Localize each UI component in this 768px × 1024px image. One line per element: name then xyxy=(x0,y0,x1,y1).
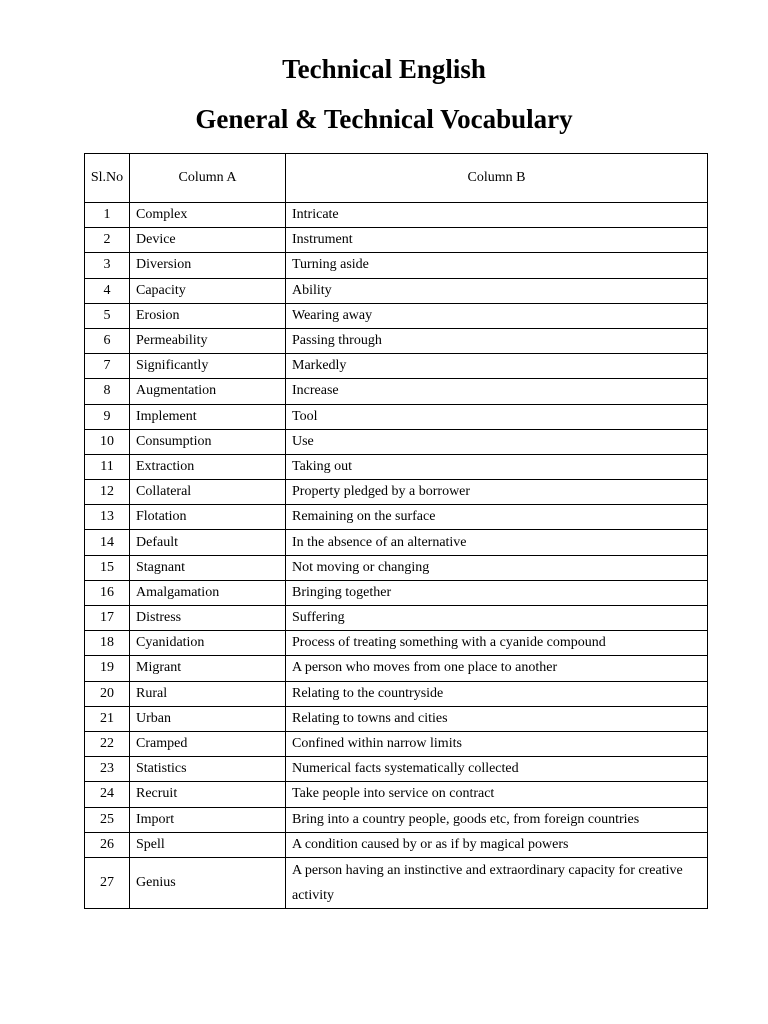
column-a-cell: Recruit xyxy=(130,782,286,807)
sl-no-cell: 2 xyxy=(85,228,130,253)
column-a-cell: Consumption xyxy=(130,429,286,454)
sl-no-cell: 13 xyxy=(85,505,130,530)
column-b-cell: Remaining on the surface xyxy=(286,505,708,530)
table-row xyxy=(85,530,708,555)
table-row xyxy=(85,480,708,505)
table-row xyxy=(85,706,708,731)
column-a-cell: Distress xyxy=(130,606,286,631)
sl-no-cell: 11 xyxy=(85,454,130,479)
sl-no-cell: 27 xyxy=(85,857,130,908)
sl-no-cell: 9 xyxy=(85,404,130,429)
table-body xyxy=(85,203,708,909)
document-title: Technical English xyxy=(282,54,486,84)
table-row xyxy=(85,631,708,656)
column-a-cell: Augmentation xyxy=(130,379,286,404)
sl-no-cell: 17 xyxy=(85,606,130,631)
column-b-cell: Suffering xyxy=(286,606,708,631)
column-a-cell: Cramped xyxy=(130,731,286,756)
column-b-cell: Increase xyxy=(286,379,708,404)
sl-no-cell: 6 xyxy=(85,328,130,353)
column-b-cell: Instrument xyxy=(286,228,708,253)
column-a-cell: Implement xyxy=(130,404,286,429)
column-a-cell: Genius xyxy=(130,857,286,908)
column-b-cell: Ability xyxy=(286,278,708,303)
table-row xyxy=(85,278,708,303)
table-row xyxy=(85,429,708,454)
column-b-cell: Relating to towns and cities xyxy=(286,706,708,731)
column-a-cell: Cyanidation xyxy=(130,631,286,656)
sl-no-cell: 16 xyxy=(85,580,130,605)
sl-no-cell: 8 xyxy=(85,379,130,404)
table-row xyxy=(85,404,708,429)
sl-no-cell: 4 xyxy=(85,278,130,303)
column-a-cell: Urban xyxy=(130,706,286,731)
column-a-cell: Migrant xyxy=(130,656,286,681)
column-b-cell: Wearing away xyxy=(286,303,708,328)
sl-no-cell: 3 xyxy=(85,253,130,278)
table-row xyxy=(85,379,708,404)
column-a-cell: Significantly xyxy=(130,354,286,379)
sl-no-cell: 7 xyxy=(85,354,130,379)
header-sl-no: Sl.No xyxy=(85,154,130,203)
sl-no-cell: 25 xyxy=(85,807,130,832)
header-column-a: Column A xyxy=(130,154,286,203)
column-a-cell: Extraction xyxy=(130,454,286,479)
column-b-cell: A person having an instinctive and extraordinary capacity for creative activity xyxy=(286,857,708,908)
column-b-cell: Numerical facts systematically collected xyxy=(286,757,708,782)
column-b-cell: Tool xyxy=(286,404,708,429)
column-a-cell: Diversion xyxy=(130,253,286,278)
sl-no-cell: 19 xyxy=(85,656,130,681)
column-a-cell: Import xyxy=(130,807,286,832)
column-a-cell: Erosion xyxy=(130,303,286,328)
column-a-cell: Statistics xyxy=(130,757,286,782)
column-a-cell: Spell xyxy=(130,832,286,857)
sl-no-cell: 23 xyxy=(85,757,130,782)
table-header-row xyxy=(85,154,708,203)
table-row xyxy=(85,354,708,379)
table-row xyxy=(85,253,708,278)
table-row xyxy=(85,303,708,328)
column-a-cell: Flotation xyxy=(130,505,286,530)
column-a-cell: Device xyxy=(130,228,286,253)
table-row xyxy=(85,681,708,706)
table-row xyxy=(85,857,708,908)
column-b-cell: In the absence of an alternative xyxy=(286,530,708,555)
column-b-cell: Confined within narrow limits xyxy=(286,731,708,756)
sl-no-cell: 12 xyxy=(85,480,130,505)
table-row xyxy=(85,782,708,807)
table-row xyxy=(85,580,708,605)
column-b-cell: Property pledged by a borrower xyxy=(286,480,708,505)
column-b-cell: Take people into service on contract xyxy=(286,782,708,807)
table-row xyxy=(85,454,708,479)
table-row xyxy=(85,606,708,631)
table-row xyxy=(85,656,708,681)
table-row xyxy=(85,203,708,228)
sl-no-cell: 10 xyxy=(85,429,130,454)
sl-no-cell: 20 xyxy=(85,681,130,706)
column-b-cell: A condition caused by or as if by magical powers xyxy=(286,832,708,857)
table-row xyxy=(85,555,708,580)
column-a-cell: Complex xyxy=(130,203,286,228)
column-b-cell: Intricate xyxy=(286,203,708,228)
column-b-cell: Process of treating something with a cyanide compound xyxy=(286,631,708,656)
sl-no-cell: 5 xyxy=(85,303,130,328)
column-a-cell: Collateral xyxy=(130,480,286,505)
column-b-cell: Use xyxy=(286,429,708,454)
sl-no-cell: 24 xyxy=(85,782,130,807)
column-b-cell: Relating to the countryside xyxy=(286,681,708,706)
vocabulary-table xyxy=(84,153,708,909)
sl-no-cell: 26 xyxy=(85,832,130,857)
column-b-cell: Bring into a country people, goods etc, from foreign countries xyxy=(286,807,708,832)
column-a-cell: Permeability xyxy=(130,328,286,353)
table-row xyxy=(85,757,708,782)
sl-no-cell: 22 xyxy=(85,731,130,756)
column-a-cell: Amalgamation xyxy=(130,580,286,605)
sl-no-cell: 14 xyxy=(85,530,130,555)
column-b-cell: Not moving or changing xyxy=(286,555,708,580)
column-b-cell: Markedly xyxy=(286,354,708,379)
column-b-cell: Passing through xyxy=(286,328,708,353)
table-row xyxy=(85,505,708,530)
document-subtitle: General & Technical Vocabulary xyxy=(195,104,573,134)
table-row xyxy=(85,832,708,857)
column-b-cell: Taking out xyxy=(286,454,708,479)
sl-no-cell: 15 xyxy=(85,555,130,580)
column-a-cell: Capacity xyxy=(130,278,286,303)
column-b-cell: Bringing together xyxy=(286,580,708,605)
table-row xyxy=(85,228,708,253)
sl-no-cell: 1 xyxy=(85,203,130,228)
table-row xyxy=(85,731,708,756)
sl-no-cell: 21 xyxy=(85,706,130,731)
header-column-b: Column B xyxy=(286,154,708,203)
column-a-cell: Stagnant xyxy=(130,555,286,580)
column-a-cell: Default xyxy=(130,530,286,555)
column-b-cell: Turning aside xyxy=(286,253,708,278)
sl-no-cell: 18 xyxy=(85,631,130,656)
table-row xyxy=(85,328,708,353)
column-b-cell: A person who moves from one place to another xyxy=(286,656,708,681)
table-row xyxy=(85,807,708,832)
column-a-cell: Rural xyxy=(130,681,286,706)
